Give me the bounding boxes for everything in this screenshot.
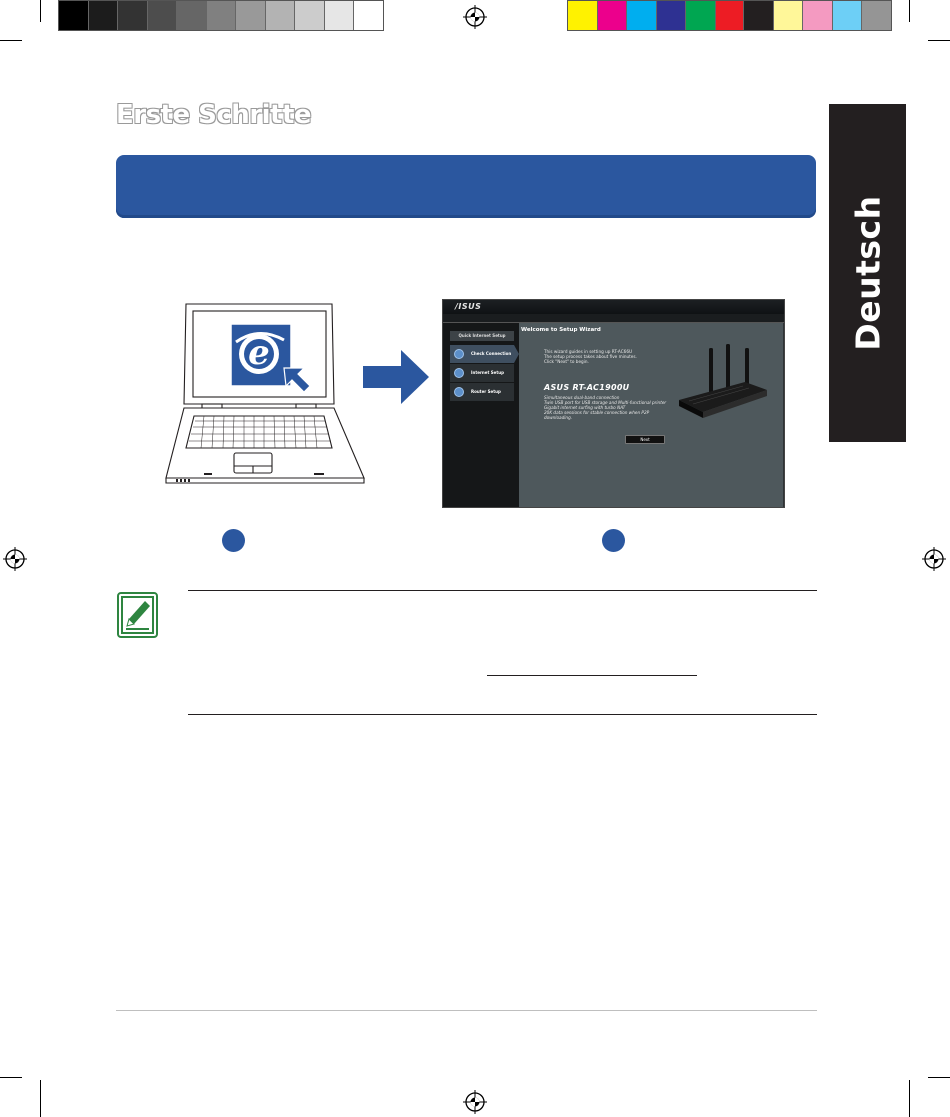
wizard-step-label: Check Connection [471,351,512,356]
color-swatch [774,1,803,30]
gray-swatch [177,1,207,30]
color-swatch [803,1,833,30]
wizard-feature-line: Gigabit internet surfing with turbo NAT [544,405,626,410]
wizard-intro-line: This wizard guides in setting up RT-AC66U [544,349,633,354]
wizard-sidebar-heading: Quick Internet Setup [450,331,514,341]
right-arrow-icon [363,350,429,404]
wizard-strip [443,314,784,323]
grayscale-bar [58,0,384,31]
section-banner [116,155,816,218]
wizard-next-button[interactable]: Next [625,435,665,444]
step-1-marker [222,529,245,552]
gray-swatch [89,1,118,30]
color-swatch [657,1,686,30]
gray-swatch [59,1,89,30]
wizard-intro-line: The setup process takes about five minutes. [544,354,637,359]
wizard-feature-line: Simultaneous dual-band connection [544,395,620,400]
registration-target-icon [3,547,27,571]
gray-swatch [325,1,354,30]
note-pencil-icon [117,592,158,638]
note-top-rule [188,590,817,591]
router-model-name: ASUS RT-AC1900U [544,383,630,392]
color-swatch [862,1,891,30]
wizard-step-internet-setup[interactable] [450,364,514,382]
svg-text:e: e [248,333,270,373]
laptop-illustration [164,300,368,488]
color-swatch [627,1,657,30]
wizard-step-router-setup[interactable] [450,383,514,401]
language-side-tab [829,104,906,442]
wizard-step-label: Internet Setup [471,370,505,375]
gray-swatch [295,1,325,30]
process-color-bar [567,0,892,31]
setup-wizard-screenshot [442,299,785,508]
color-swatch [598,1,627,30]
gray-swatch [354,1,383,30]
wizard-step-check-connection[interactable] [450,345,514,363]
registration-target-icon [463,5,487,29]
step-2-marker [602,529,625,552]
color-swatch [686,1,716,30]
wizard-feature-line: downloading. [544,415,573,420]
note-bottom-rule [188,714,817,715]
router-icon [675,344,771,422]
step-bullet-icon [454,349,464,359]
wizard-feature-line: 20K data sessions for stable connection when P2P [544,410,650,415]
color-swatch [744,1,774,30]
wizard-title: Welcome to Setup Wizard [521,327,601,333]
note-link-underline [487,675,697,676]
step-bullet-icon [454,387,464,397]
wizard-feature-line: Twin USB port for USB storage and Multi-functional printer [544,400,667,405]
gray-swatch [118,1,148,30]
wizard-logo: /ISUS [455,302,482,311]
wizard-top-bar [443,300,784,314]
language-label: Deutsch [848,195,887,351]
wizard-intro-line: Click "Next" to begin. [544,359,589,364]
color-swatch [716,1,745,30]
registration-target-icon [922,547,946,571]
internet-explorer-icon [231,324,291,386]
gray-swatch [236,1,266,30]
step-bullet-icon [454,368,464,378]
color-swatch [568,1,598,30]
wizard-step-label: Router Setup [471,389,501,394]
gray-swatch [148,1,177,30]
gray-swatch [207,1,236,30]
footer-rule [116,1010,817,1011]
color-swatch [833,1,862,30]
registration-target-icon [463,1090,487,1114]
gray-swatch [266,1,295,30]
page-title: Erste Schritte [116,100,312,130]
